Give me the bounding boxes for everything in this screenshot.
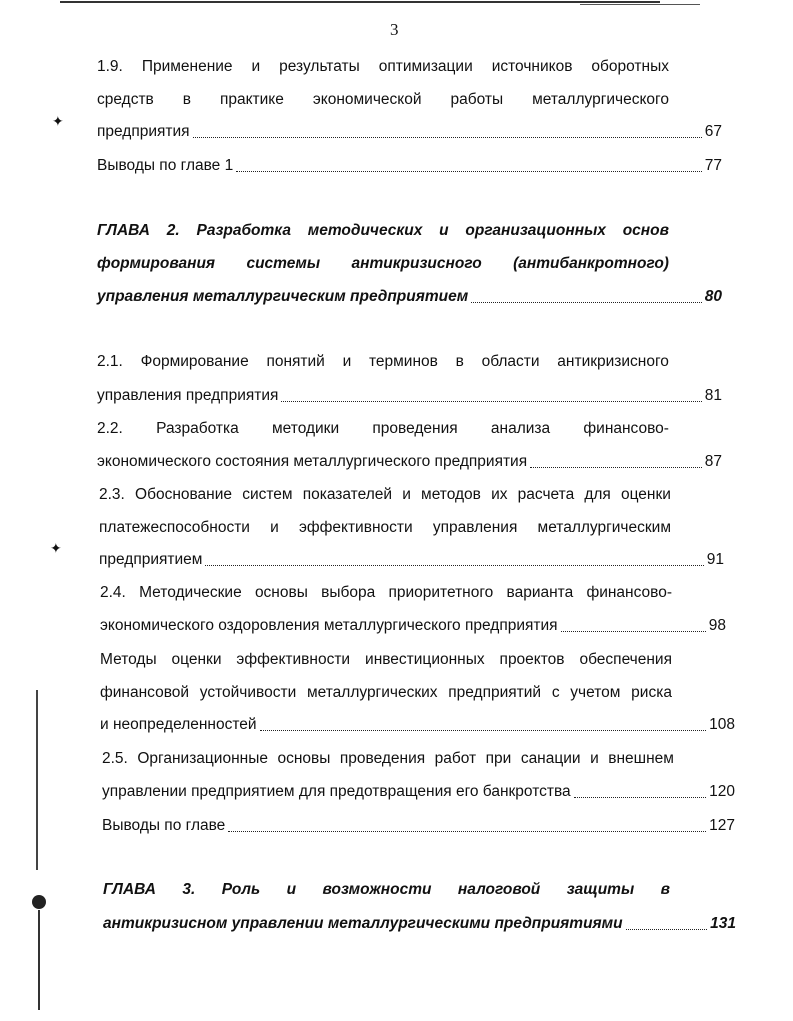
toc-entry-conclusions-1	[97, 156, 722, 176]
toc-word: при	[485, 750, 512, 767]
top-border-line	[60, 1, 660, 3]
toc-entry-1-9-line1	[97, 57, 669, 77]
toc-page-number: 77	[704, 157, 722, 174]
toc-word: управления	[432, 519, 518, 536]
toc-word: устойчивости	[199, 684, 297, 701]
toc-word: и	[590, 750, 599, 767]
toc-word: финансово-	[586, 584, 672, 601]
toc-page-number: 98	[708, 617, 726, 634]
toc-word: методов	[421, 486, 481, 503]
dot-leader	[205, 564, 703, 566]
toc-page-number: 120	[709, 783, 735, 800]
toc-entry-text: Выводы по главе	[102, 817, 226, 834]
toc-word: внешнем	[608, 750, 674, 767]
toc-word: варианта	[506, 584, 574, 601]
toc-page-number: 81	[704, 387, 722, 404]
toc-word: 3.	[182, 881, 196, 898]
toc-page-number: 91	[706, 551, 724, 568]
toc-word: экономической	[312, 91, 422, 108]
toc-word: возможности	[322, 881, 432, 898]
toc-word: методических	[307, 222, 423, 239]
toc-word: их	[491, 486, 508, 503]
toc-word: приоритетного	[388, 584, 494, 601]
toc-word: металлургическим	[537, 519, 671, 536]
chapter-2-heading-line2	[97, 254, 669, 274]
toc-word: понятий	[266, 353, 325, 370]
toc-entry-text: антикризисном управлении металлургическими предприятиями	[103, 915, 623, 932]
toc-page-number: 87	[704, 453, 722, 470]
toc-entry-1-9-line2	[97, 90, 669, 110]
toc-word: для	[584, 486, 611, 503]
chapter-3-heading-line2	[103, 914, 736, 934]
toc-word: системы	[246, 255, 321, 272]
toc-word: практике	[219, 91, 284, 108]
toc-word: и	[286, 881, 297, 898]
toc-entry-2-2-line2	[97, 452, 722, 472]
toc-entry-2-1-line1	[97, 352, 669, 372]
toc-word: источников	[491, 58, 573, 75]
toc-word: 2.3.	[99, 486, 125, 503]
toc-entry-methods-line1	[100, 650, 672, 670]
dot-leader	[228, 830, 706, 832]
toc-word: и	[439, 222, 449, 239]
dot-leader	[236, 170, 702, 172]
toc-entry-text: экономического состояния металлургического предприятия	[97, 453, 528, 470]
toc-word: в	[182, 91, 191, 108]
toc-word: 1.9.	[97, 58, 123, 75]
toc-word: эффективности	[236, 651, 351, 668]
toc-word: налоговой	[457, 881, 541, 898]
toc-word: металлургического	[532, 91, 669, 108]
toc-word: 2.2.	[97, 420, 123, 437]
dot-leader	[626, 928, 708, 930]
toc-word: оценки	[620, 486, 671, 503]
toc-word: Методические	[139, 584, 242, 601]
top-border-line	[580, 4, 700, 5]
toc-word: предприятий	[448, 684, 542, 701]
toc-word: оптимизации	[378, 58, 473, 75]
toc-word: Роль	[221, 881, 261, 898]
toc-entry-text: Выводы по главе 1	[97, 157, 234, 174]
toc-word: обеспечения	[579, 651, 672, 668]
toc-word: (антибанкротного)	[513, 255, 669, 272]
toc-entry-1-9-line3	[97, 122, 722, 142]
toc-word: финансовой	[100, 684, 190, 701]
toc-word: риска	[631, 684, 672, 701]
toc-page-number: 127	[709, 817, 735, 834]
toc-word: 2.5.	[102, 750, 128, 767]
toc-word: 2.1.	[97, 353, 123, 370]
chapter-3-heading-line1	[103, 880, 670, 900]
toc-word: инвестиционных	[365, 651, 485, 668]
toc-word: эффективности	[298, 519, 413, 536]
chapter-2-heading-line3	[97, 287, 722, 307]
toc-word: формирования	[97, 255, 216, 272]
dot-leader	[260, 729, 707, 731]
page-number: 3	[390, 20, 399, 39]
margin-scan-line	[38, 910, 40, 1010]
dot-leader	[530, 466, 702, 468]
toc-entry-2-4-line1	[100, 583, 672, 603]
toc-word: металлургических	[306, 684, 438, 701]
toc-word: работ	[434, 750, 477, 767]
toc-word: с	[551, 684, 560, 701]
toc-word: в	[455, 353, 464, 370]
toc-word: проектов	[499, 651, 565, 668]
toc-word: Формирование	[140, 353, 249, 370]
toc-entry-2-3-line2	[99, 518, 671, 538]
toc-entry-2-3-line3	[99, 550, 724, 570]
toc-word: показателей	[302, 486, 393, 503]
toc-word: оценки	[171, 651, 222, 668]
toc-word: и	[251, 58, 261, 75]
toc-word: терминов	[368, 353, 438, 370]
toc-entry-2-2-line1	[97, 419, 669, 439]
toc-entry-text: и неопределенностей	[100, 716, 257, 733]
toc-word: анализа	[490, 420, 551, 437]
toc-page-number: 80	[704, 288, 722, 305]
toc-page-number: 131	[710, 915, 736, 932]
toc-word: ГЛАВА	[103, 881, 156, 898]
toc-entry-conclusions-2	[102, 816, 735, 836]
toc-entry-text: управлении предприятием для предотвращения его банкротства	[102, 783, 571, 800]
toc-entry-methods-line2	[100, 683, 672, 703]
toc-word: расчета	[517, 486, 575, 503]
dot-leader	[561, 630, 706, 632]
toc-entry-text: экономического оздоровления металлургического предприятия	[100, 617, 558, 634]
toc-entry-text: управления предприятия	[97, 387, 279, 404]
toc-word: защиты	[566, 881, 635, 898]
toc-word: оборотных	[591, 58, 669, 75]
toc-entry-2-1-line2	[97, 386, 722, 406]
toc-word: 2.4.	[100, 584, 126, 601]
toc-word: проведения	[339, 750, 426, 767]
toc-entry-methods-line3	[100, 715, 735, 735]
toc-page-number: 108	[709, 716, 735, 733]
margin-mark-icon: ✦	[52, 113, 64, 129]
toc-word: проведения	[372, 420, 458, 437]
toc-word: работы	[450, 91, 504, 108]
dot-leader	[193, 136, 702, 138]
toc-word: и	[342, 353, 352, 370]
toc-word: средств	[97, 91, 154, 108]
margin-mark-icon: ✦	[50, 540, 62, 556]
dot-leader	[574, 796, 706, 798]
toc-word: антикризисного	[557, 353, 669, 370]
toc-word: антикризисного	[351, 255, 482, 272]
toc-word: области	[481, 353, 540, 370]
dot-leader	[281, 400, 701, 402]
toc-word: Разработка	[156, 420, 239, 437]
chapter-2-heading-line1	[97, 221, 669, 241]
toc-page-number: 67	[704, 123, 722, 140]
toc-entry-text: предприятием	[99, 551, 203, 568]
toc-entry-2-5-line2	[102, 782, 735, 802]
toc-entry-text: предприятия	[97, 123, 190, 140]
margin-blot	[32, 895, 46, 909]
toc-word: и	[270, 519, 279, 536]
toc-word: выбора	[321, 584, 376, 601]
toc-word: Обоснование	[135, 486, 233, 503]
toc-word: Разработка	[196, 222, 291, 239]
toc-word: основы	[254, 584, 308, 601]
toc-word: в	[660, 881, 670, 898]
toc-word: платежеспособности	[99, 519, 250, 536]
toc-word: основ	[622, 222, 669, 239]
toc-word: результаты	[279, 58, 360, 75]
toc-word: ГЛАВА	[97, 222, 150, 239]
toc-word: основы	[277, 750, 331, 767]
toc-word: методики	[272, 420, 340, 437]
toc-entry-2-3-line1	[99, 485, 671, 505]
margin-scan-line	[36, 690, 38, 870]
toc-word: 2.	[166, 222, 180, 239]
toc-entry-2-4-line2	[100, 616, 726, 636]
toc-word: Применение	[141, 58, 233, 75]
toc-word: санации	[520, 750, 581, 767]
toc-entry-text: управления металлургическим предприятием	[97, 288, 469, 305]
dot-leader	[471, 301, 702, 303]
toc-word: финансово-	[583, 420, 669, 437]
toc-word: Организационные	[137, 750, 268, 767]
toc-word: Методы	[100, 651, 157, 668]
toc-word: учетом	[570, 684, 621, 701]
toc-word: организационных	[465, 222, 606, 239]
toc-word: и	[402, 486, 411, 503]
toc-entry-2-5-line1	[102, 749, 674, 769]
toc-word: систем	[242, 486, 293, 503]
